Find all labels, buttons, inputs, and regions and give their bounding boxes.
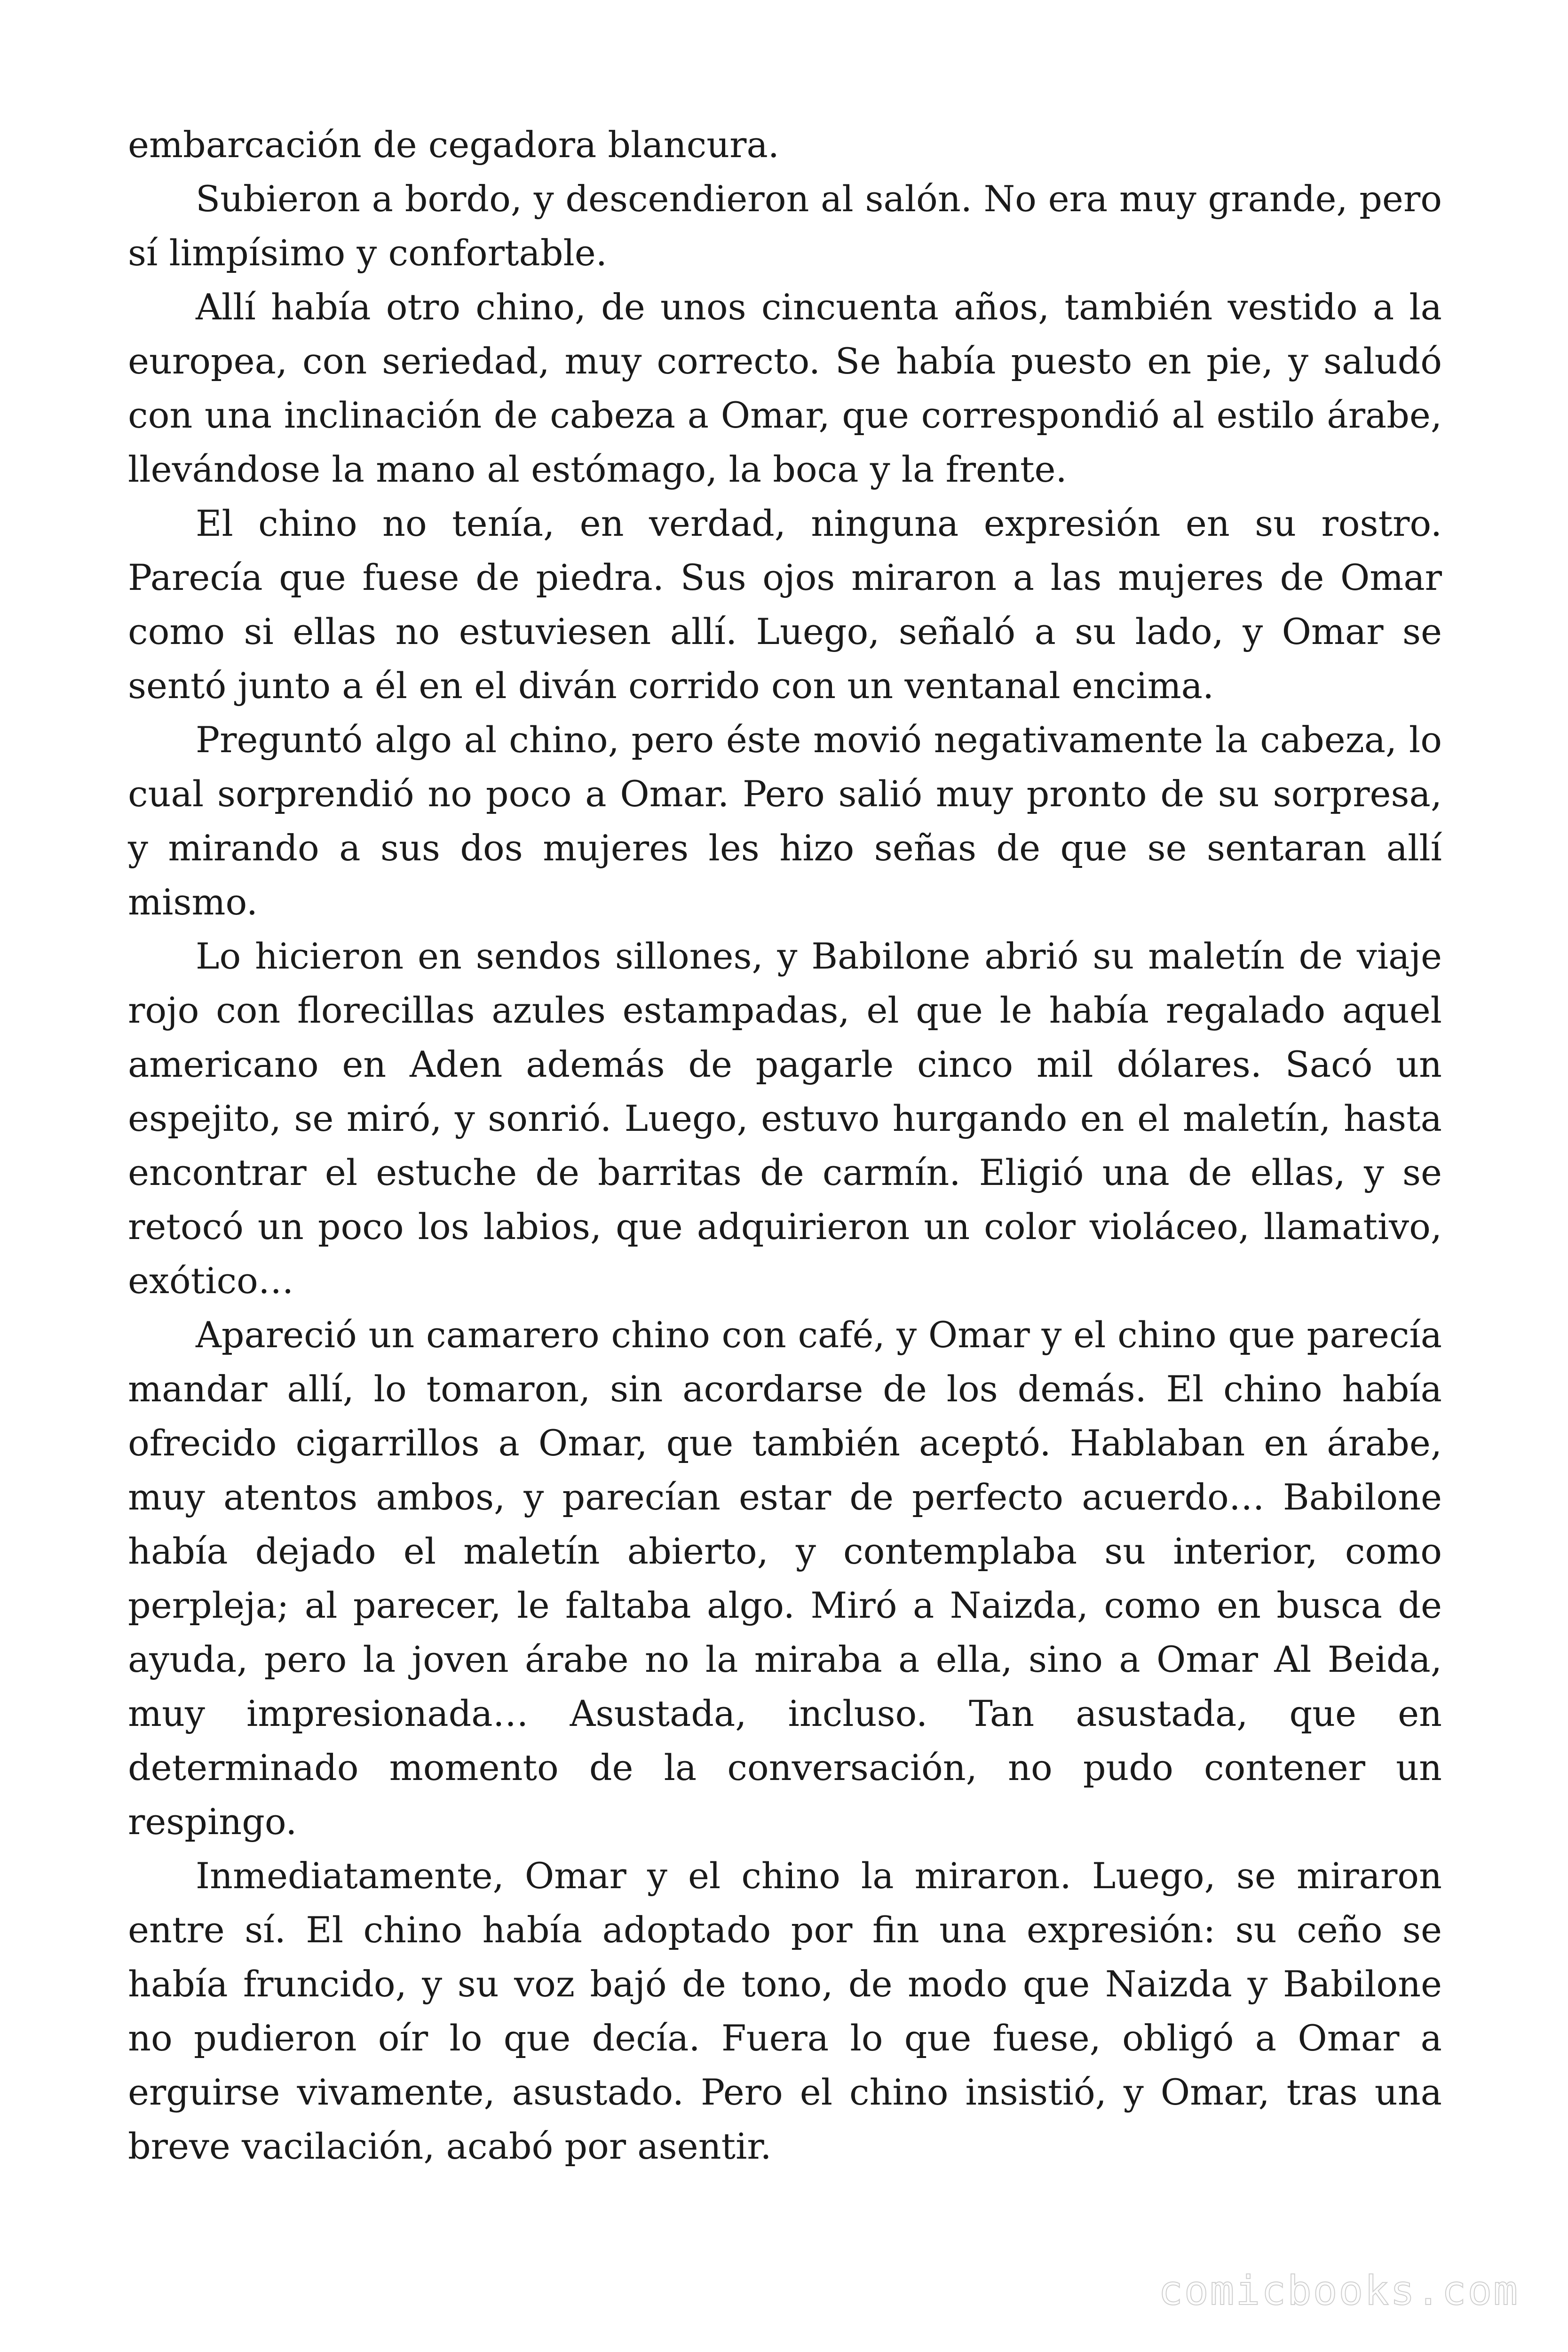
paragraph: embarcación de cegadora blancura. (128, 124, 779, 166)
body-text (128, 118, 1442, 2173)
paragraph: Apareció un camarero chino con café, y Omar y el chino que parecía mandar allí, lo tomaron, sin acordarse de los demás. El chino había ofrecido cigarrillos a Omar, que también aceptó. Hablaban en árabe, muy atentos ambos, y parecían estar de perfecto acuerdo… Babilone había dejado el maletín abierto, y contemplaba su interior, como perpleja; al parecer, le faltaba algo. Miró a Naizda, como en busca de ayuda, pero la joven árabe no la miraba a ella, sino a Omar Al Beida, muy impresionada… Asustada, incluso. Tan asustada, que en determinado momento de la conversación, no pudo contener un respingo. (128, 1314, 1442, 1843)
paragraph: El chino no tenía, en verdad, ninguna expresión en su rostro. Parecía que fuese de piedra. Sus ojos miraron a las mujeres de Omar como si ellas no estuviesen allí. Luego, señaló a su lado, y Omar se sentó junto a él en el diván corrido con un ventanal encima. (128, 502, 1442, 707)
watermark: comicbooks.com (1158, 2267, 1519, 2314)
paragraph: Subieron a bordo, y descendieron al salón. No era muy grande, pero sí limpísimo y confortable. (128, 178, 1442, 274)
paragraph: Allí había otro chino, de unos cincuenta años, también vestido a la europea, con seriedad, muy correcto. Se había puesto en pie, y saludó con una inclinación de cabeza a Omar, que correspondió al estilo árabe, llevándose la mano al estómago, la boca y la frente. (128, 286, 1442, 490)
paragraph: Preguntó algo al chino, pero éste movió negativamente la cabeza, lo cual sorprendió no poco a Omar. Pero salió muy pronto de su sorpresa, y mirando a sus dos mujeres les hizo señas de que se sentaran allí mismo. (128, 719, 1442, 923)
paragraph: Lo hicieron en sendos sillones, y Babilone abrió su maletín de viaje rojo con florecillas azules estampadas, el que le había regalado aquel americano en Aden además de pagarle cinco mil dólares. Sacó un espejito, se miró, y sonrió. Luego, estuvo hurgando en el maletín, hasta encontrar el estuche de barritas de carmín. Eligió una de ellas, y se retocó un poco los labios, que adquirieron un color violáceo, llamativo, exótico… (128, 935, 1442, 1302)
paragraph: Inmediatamente, Omar y el chino la miraron. Luego, se miraron entre sí. El chino había adoptado por fin una expresión: su ceño se había fruncido, y su voz bajó de tono, de modo que Naizda y Babilone no pudieron oír lo que decía. Fuera lo que fuese, obligó a Omar a erguirse vivamente, asustado. Pero el chino insistió, y Omar, tras una breve vacilación, acabó por asentir. (128, 1855, 1442, 2167)
